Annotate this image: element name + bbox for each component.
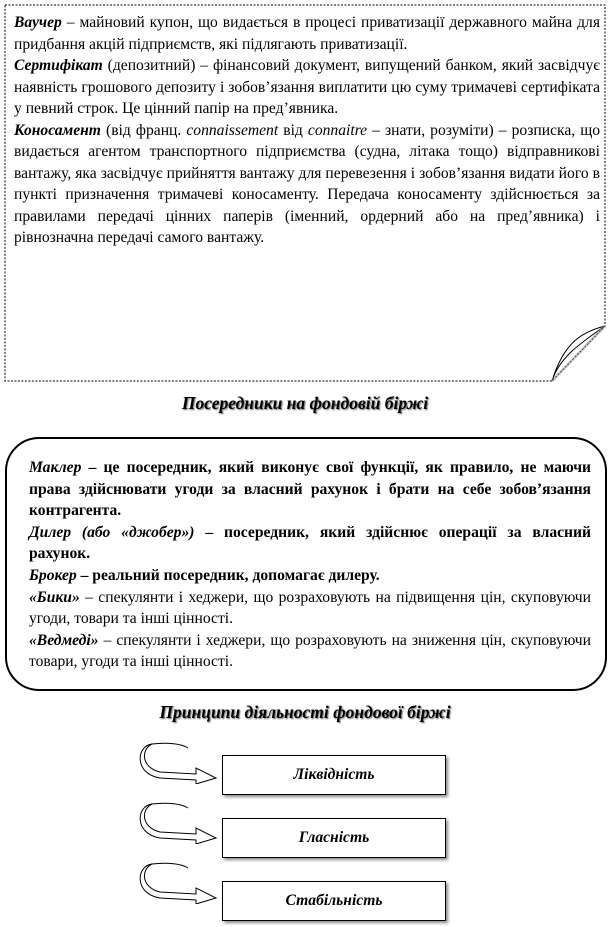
intermediary-text: – це посередник, який виконує свої функції, як правило, не маючи права здійснювати угоди за власний рахунок і брати на себе зобов’язання контрагента. bbox=[29, 459, 591, 520]
intermediary-text: – спекулянти і хеджери, що розраховують на зниження цін, скуповуючи товари, угоди та інші цінності. bbox=[29, 631, 591, 671]
principle-stability: Стабільність bbox=[222, 881, 446, 921]
intermediary-text: – спекулянти і хеджери, що розраховують на підвищення цін, скуповуючи угоди, товари та інші цінності. bbox=[29, 588, 591, 628]
intermediary-broker bbox=[29, 565, 591, 587]
principles-heading: Принципи діяльності фондової біржі bbox=[159, 702, 451, 722]
curved-arrow-icon bbox=[138, 798, 220, 844]
definition-text: – знати, розуміти) – розписка, що видається агентом транспортного підприємства (судна, літака тощо) відправникові вантажу, яка засвідчує прийняття вантажу для перевезення і зобов’язання видати його в пункті призначення тримачеві коносаменту. Передача коносаменту здійснюється за правилами передачі цінних паперів (іменний, ордерний або на пред’явника) і рівнозначна передачі самого вантажу. bbox=[14, 121, 601, 246]
intermediary-dealer bbox=[29, 522, 591, 565]
intermediary-term: Брокер bbox=[29, 566, 77, 584]
definition-voucher bbox=[14, 12, 600, 55]
intermediary-term: «Ведмеді» bbox=[29, 631, 99, 649]
intermediary-bears bbox=[29, 630, 591, 673]
curved-arrow-icon bbox=[138, 738, 220, 784]
intermediary-term: Маклер bbox=[29, 459, 82, 476]
french-word: connaitre bbox=[307, 121, 368, 139]
intermediaries-list bbox=[29, 457, 591, 673]
term-certificate: Сертифікат bbox=[14, 57, 103, 74]
definition-text: – майновий купон, що видається в процесі приватизації державного майна для придбання акцій підприємств, які підлягають приватизації. bbox=[14, 14, 600, 53]
intermediary-term: Дилер (або «джобер») bbox=[29, 523, 195, 541]
intermediary-broker-maker bbox=[29, 457, 591, 522]
curved-arrow-icon bbox=[138, 858, 220, 904]
note-text bbox=[14, 12, 600, 249]
definitions-note bbox=[4, 4, 606, 382]
intermediary-text: – посередник, який здійснює операції за власний рахунок. bbox=[29, 523, 591, 563]
principle-liquidity: Ліквідність bbox=[222, 755, 446, 795]
principle-transparency: Гласність bbox=[222, 818, 446, 858]
definition-certificate bbox=[14, 55, 600, 120]
intermediaries-heading: Посередники на фондовій біржі bbox=[181, 393, 429, 413]
intermediary-term: «Бики» bbox=[29, 588, 80, 606]
intermediary-bulls bbox=[29, 587, 591, 630]
definition-bill-of-lading bbox=[14, 120, 600, 249]
definition-text: (від франц. bbox=[100, 121, 187, 139]
intermediary-text: – реальний посередник, допомагає дилеру. bbox=[76, 566, 380, 584]
term-voucher: Ваучер bbox=[14, 14, 62, 31]
definition-text: (депозитний) – фінансовий документ, випущений банком, який засвідчує наявність грошового депозиту і зобов’язання виплатити цю суму тримачеві сертифіката у певний строк. Це цінний папір на пред’явника. bbox=[14, 57, 600, 117]
term-bill-of-lading: Коносамент bbox=[14, 121, 101, 139]
french-word: connaissement bbox=[186, 121, 279, 139]
definition-text: від bbox=[278, 121, 308, 139]
intermediaries-box bbox=[5, 437, 607, 691]
